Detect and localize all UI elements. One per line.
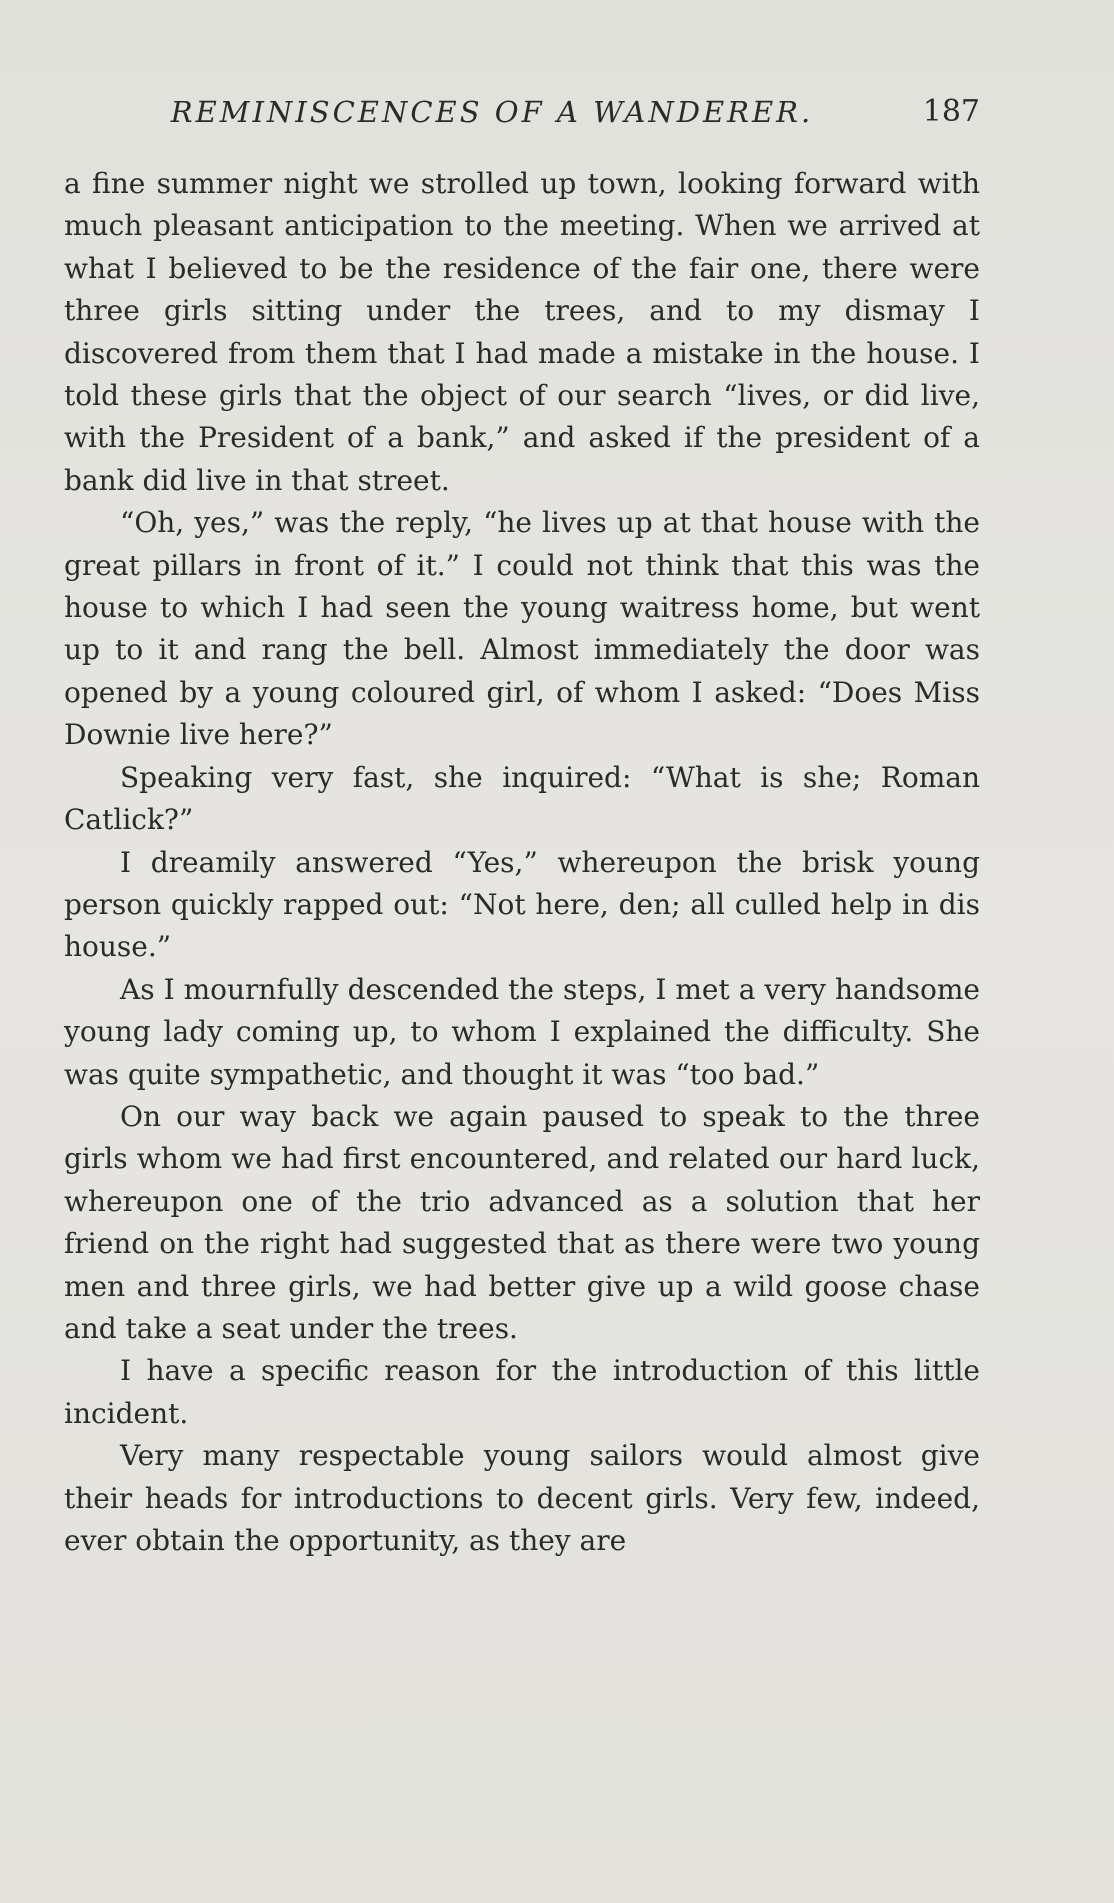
paragraph: I dreamily answered “Yes,” whereupon the brisk young person quickly rapped out: “Not here, den; all culled help in dis house.” [64, 845, 980, 964]
page-header [64, 92, 980, 132]
paragraph: a fine summer night we strolled up town, looking forward with much pleasant anticipation to the meeting. When we arrived at what I believed to be the residence of the fair one, there were three girls sitting under the trees, and to my dismay I discovered from them that I had made a mistake in the house. I told these girls that the object of our search “lives, or did live, with the President of a bank,” and asked if the president of a bank did live in that street. [64, 167, 980, 497]
page-number: 187 [922, 94, 980, 129]
body-text [64, 163, 980, 1562]
paragraph: Very many respectable young sailors would almost give their heads for introductions to decent girls. Very few, indeed, ever obtain the opportunity, as they are [64, 1439, 980, 1557]
paragraph: On our way back we again paused to speak to the three girls whom we had first encountered, and related our hard luck, whereupon one of the trio advanced as a solution that her friend on the right had suggested that as there were two young men and three girls, we had better give up a wild goose chase and take a seat under the trees. [64, 1099, 980, 1345]
paragraph: I have a specific reason for the introduction of this little incident. [64, 1354, 980, 1430]
paragraph: “Oh, yes,” was the reply, “he lives up at that house with the great pillars in front of it.” I could not think that this was the house to which I had seen the young waitress home, but went up to it and rang the bell. Almost immediately the door was opened by a young coloured girl, of whom I asked: “Does Miss Downie live here?” [64, 506, 980, 752]
paragraph: As I mournfully descended the steps, I met a very handsome young lady coming up, to whom I explained the difficulty. She was quite sympathetic, and thought it was “too bad.” [64, 972, 980, 1091]
running-title: REMINISCENCES OF A WANDERER. [170, 95, 814, 129]
paragraph: Speaking very fast, she inquired: “What is she; Roman Catlick?” [64, 760, 980, 837]
